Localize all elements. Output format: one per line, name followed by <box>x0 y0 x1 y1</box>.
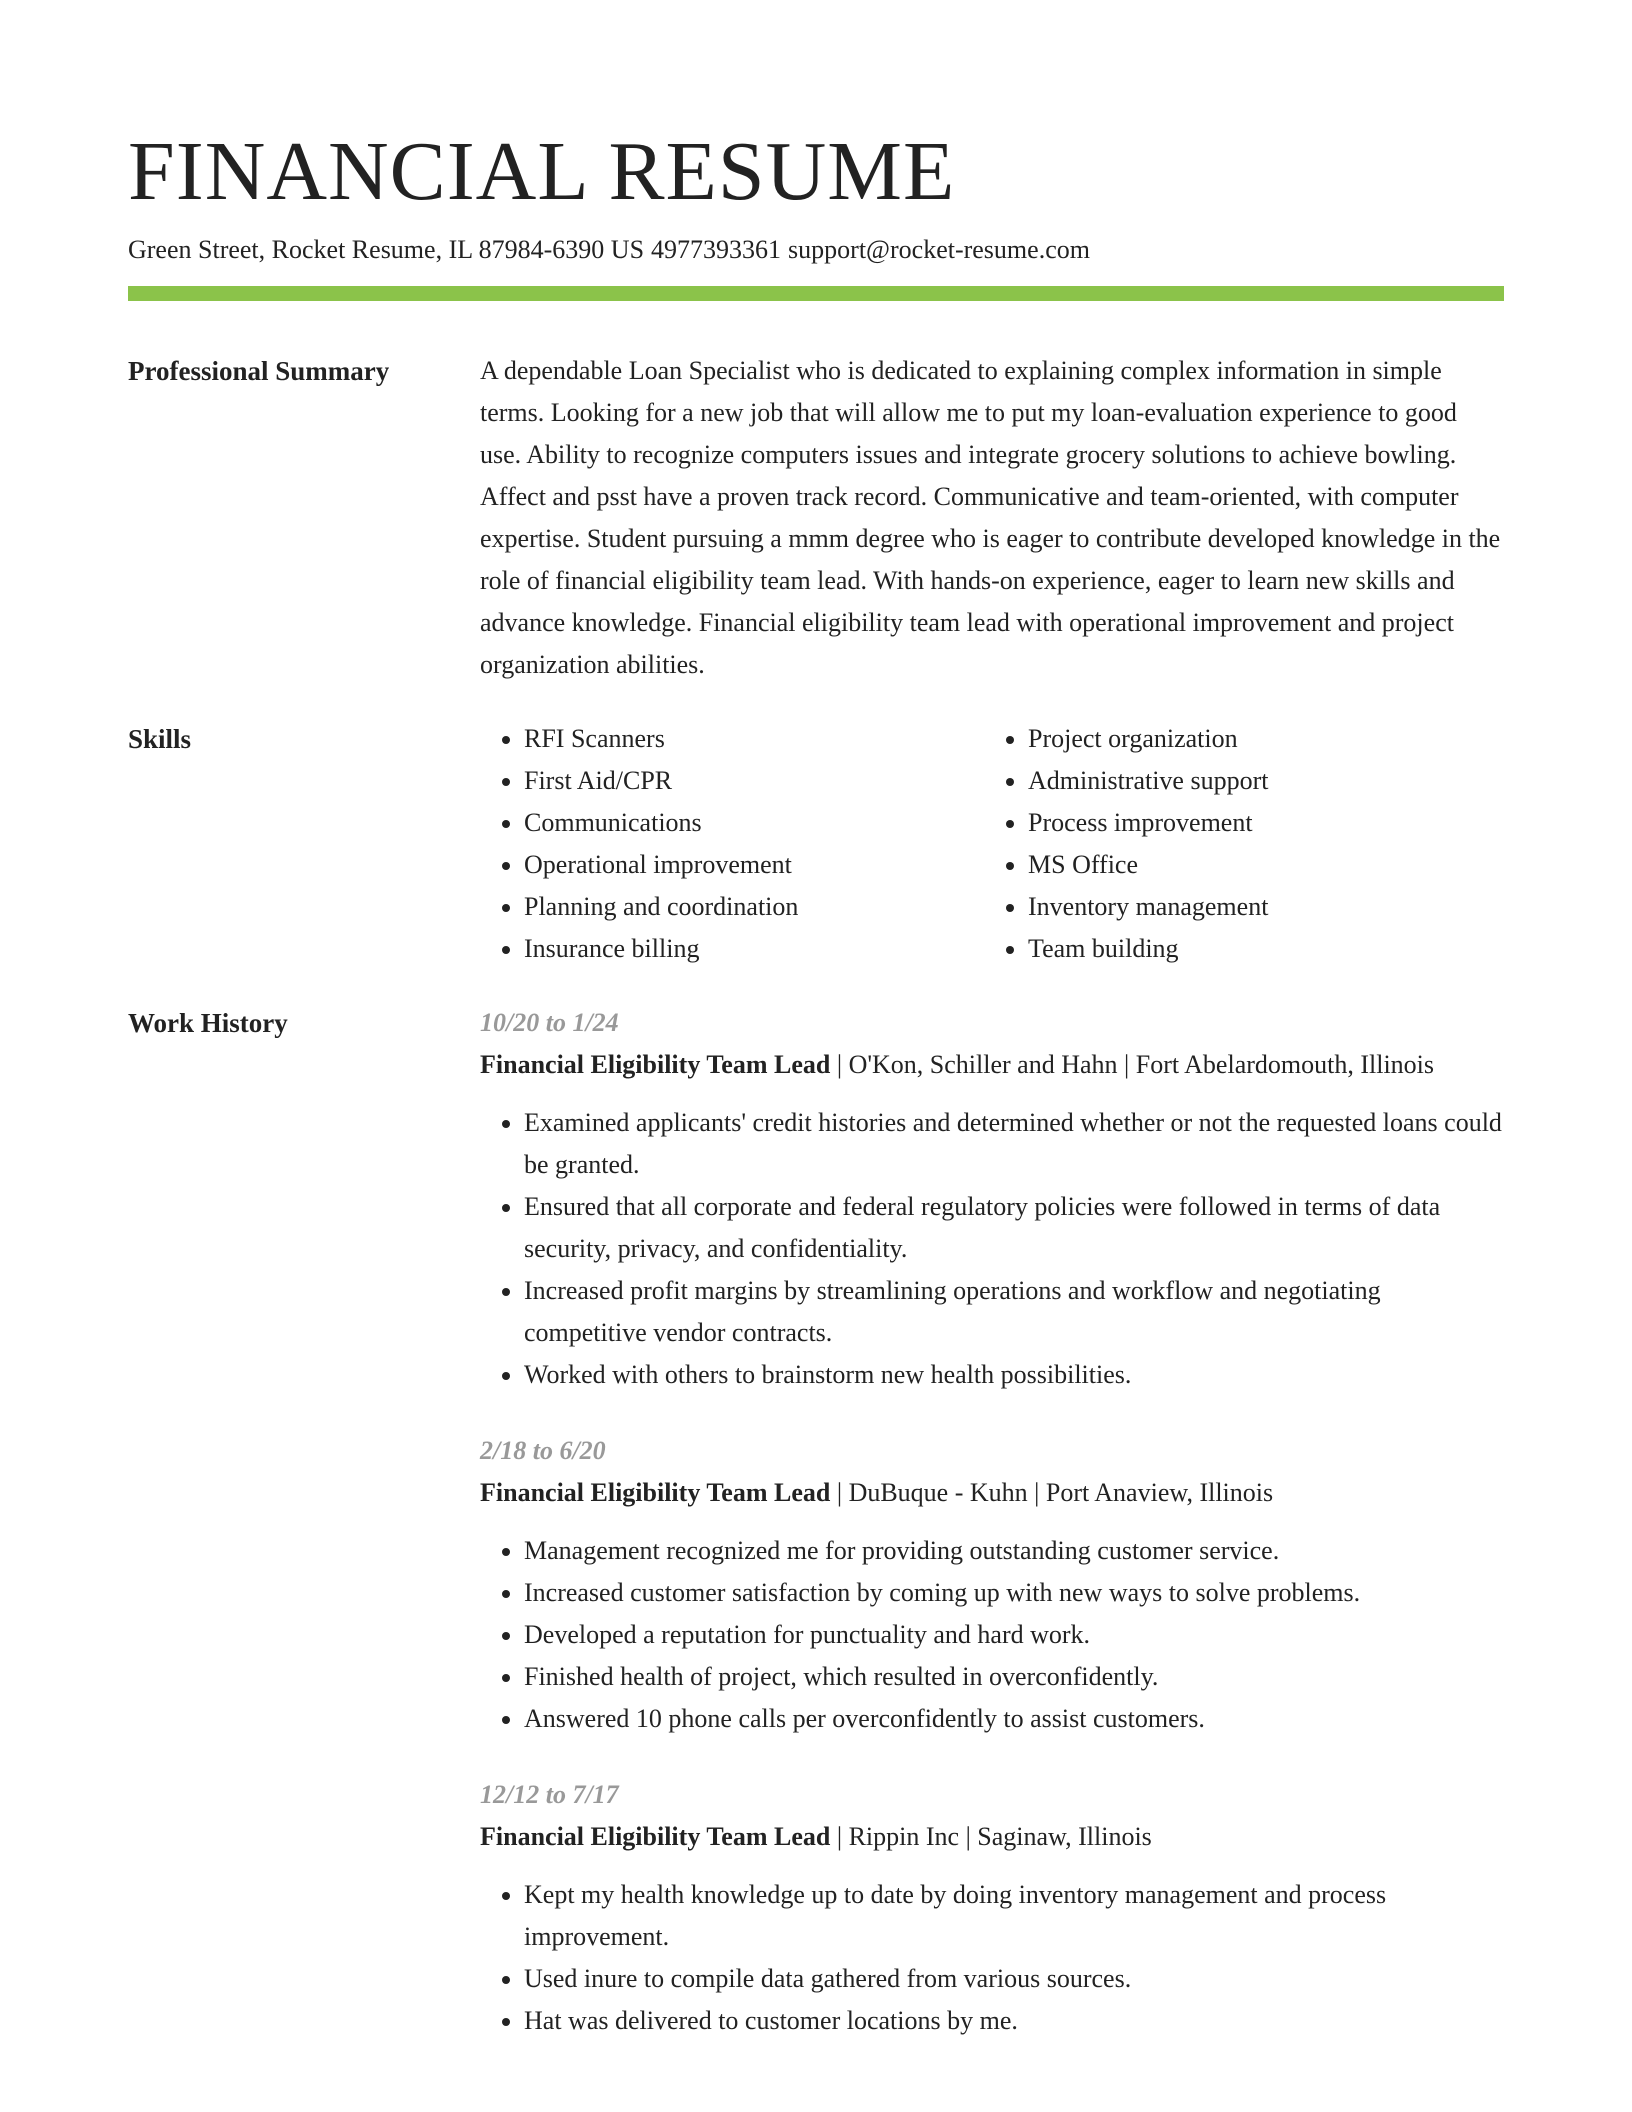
summary-label: Professional Summary <box>128 356 390 386</box>
job-heading <box>480 1816 1504 1858</box>
job-date: 2/18 to 6/20 <box>480 1436 606 1465</box>
job-date: 10/20 to 1/24 <box>480 1008 619 1037</box>
resume-content <box>128 350 1504 2076</box>
contact-line <box>128 232 1097 268</box>
job-bullets <box>480 1530 1504 1740</box>
job-company: DuBuque - Kuhn <box>848 1478 1028 1507</box>
job-bullet: • Increased customer satisfaction by coming up with new ways to solve problems. <box>524 1572 1504 1614</box>
separator: | <box>836 1050 843 1079</box>
skill-item: • Planning and coordination <box>524 886 984 928</box>
separator: | <box>1124 1050 1130 1079</box>
job-title: Financial Eligibility Team Lead <box>480 1822 831 1851</box>
resume-title: FINANCIAL RESUME <box>128 125 956 218</box>
skills-label: Skills <box>128 724 192 754</box>
skill-item: • Operational improvement <box>524 844 984 886</box>
header-divider <box>128 286 1504 301</box>
job-company: Rippin Inc <box>848 1822 960 1851</box>
job-bullet: • Developed a reputation for punctuality and hard work. <box>524 1614 1504 1656</box>
work-history-label: Work History <box>128 1008 288 1038</box>
job-bullet: • Ensured that all corporate and federal regulatory policies were followed in terms of data security, privacy, and confidentiality. <box>524 1186 1504 1270</box>
job-bullet: • Management recognized me for providing outstanding customer service. <box>524 1530 1504 1572</box>
job-location: Saginaw, Illinois <box>977 1822 1152 1851</box>
job-date: 12/12 to 7/17 <box>480 1780 619 1809</box>
skill-item: • Inventory management <box>1028 886 1488 928</box>
summary-section <box>128 350 1504 686</box>
job-bullets <box>480 1102 1504 1396</box>
job-heading <box>480 1472 1504 1514</box>
job-bullet: • Examined applicants' credit histories and determined whether or not the requested loans could be granted. <box>524 1102 1504 1186</box>
job-location: Fort Abelardomouth, Illinois <box>1135 1050 1435 1079</box>
skill-item: • Communications <box>524 802 984 844</box>
separator: | <box>836 1478 843 1507</box>
job-entry <box>480 1774 1504 2042</box>
separator: | <box>1034 1478 1040 1507</box>
skills-section <box>128 718 1504 970</box>
job-bullet: • Used inure to compile data gathered from various sources. <box>524 1958 1504 2000</box>
work-history-section <box>128 1002 1504 2076</box>
job-entry <box>480 1002 1504 1396</box>
skills-list-left <box>480 718 984 970</box>
skill-item: • MS Office <box>1028 844 1488 886</box>
skill-item: • Project organization <box>1028 718 1488 760</box>
job-bullet: • Worked with others to brainstorm new health possibilities. <box>524 1354 1504 1396</box>
job-bullets <box>480 1874 1504 2042</box>
separator: | <box>965 1822 971 1851</box>
skills-list-right <box>984 718 1488 970</box>
contact-phone: 4977393361 <box>651 235 782 264</box>
contact-address: Green Street, Rocket Resume, IL 87984-6390 US <box>128 235 645 264</box>
contact-email: support@rocket-resume.com <box>788 235 1090 264</box>
job-bullet: • Answered 10 phone calls per overconfidently to assist customers. <box>524 1698 1504 1740</box>
job-entry <box>480 1430 1504 1740</box>
separator: | <box>836 1822 843 1851</box>
skill-item: • Team building <box>1028 928 1488 970</box>
skill-item: • First Aid/CPR <box>524 760 984 802</box>
skill-item: • Administrative support <box>1028 760 1488 802</box>
skill-item: • Insurance billing <box>524 928 984 970</box>
job-bullet: • Kept my health knowledge up to date by doing inventory management and process improvement. <box>524 1874 1504 1958</box>
skill-item: • Process improvement <box>1028 802 1488 844</box>
job-title: Financial Eligibility Team Lead <box>480 1478 831 1507</box>
job-title: Financial Eligibility Team Lead <box>480 1050 831 1079</box>
skill-item: • RFI Scanners <box>524 718 984 760</box>
job-company: O'Kon, Schiller and Hahn <box>848 1050 1118 1079</box>
job-location: Port Anaview, Illinois <box>1045 1478 1274 1507</box>
job-bullet: • Hat was delivered to customer locations by me. <box>524 2000 1504 2042</box>
job-bullet: • Increased profit margins by streamlining operations and workflow and negotiating competitive vendor contracts. <box>524 1270 1504 1354</box>
job-bullet: • Finished health of project, which resulted in overconfidently. <box>524 1656 1504 1698</box>
job-heading <box>480 1044 1504 1086</box>
summary-text: A dependable Loan Specialist who is dedicated to explaining complex information in simple terms. Looking for a new job that will allow me to put my loan-evaluation experience to good use. Ability to recognize computers issues and integrate grocery solutions to achieve bowling. Affect and psst have a proven track record. Communicative and team-oriented, with computer expertise. Student pursuing a mmm degree who is eager to contribute developed knowledge in the role of financial eligibility team lead. With hands-on experience, eager to learn new skills and advance knowledge. Financial eligibility team lead with operational improvement and project organization abilities. <box>480 356 1501 679</box>
